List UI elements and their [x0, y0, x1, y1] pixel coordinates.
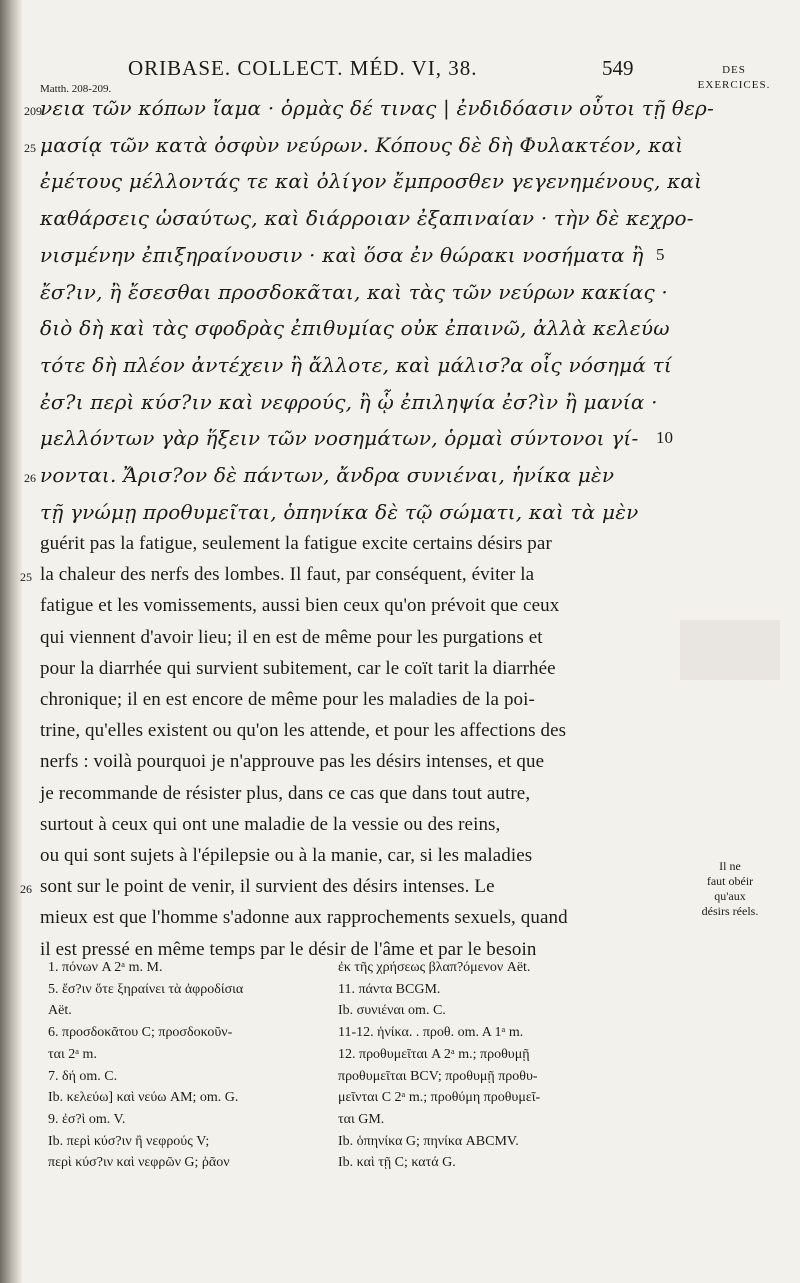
- footnote-left: περὶ κύσ?ιν καὶ νεφρῶν G; ῥᾶον: [48, 1155, 230, 1171]
- greek-left-line-number: 25: [24, 140, 36, 155]
- greek-left-line-number: 26: [24, 471, 36, 485]
- side-heading: DES EXERCICES.: [697, 64, 771, 91]
- footnote-left: 5. ἔσ?ιν ὅτε ξηραίνει τὰ ἀφροδίσια: [48, 981, 244, 997]
- footnote-left: 9. ἐσ?ὶ om. V.: [48, 1111, 126, 1127]
- french-left-line-number: 26: [20, 882, 32, 897]
- footnote-right: Ib. ὁπηνίκα G; πηνίκα ABCMV.: [338, 1133, 519, 1149]
- margin-note-line: faut obéir: [706, 874, 754, 888]
- margin-note-line: qu'aux: [714, 889, 746, 903]
- greek-line: νισμένην ἐπιξηραίνουσιν · καὶ ὅσα ἐν θώρακι νοσήματα ἢ: [40, 242, 644, 267]
- footnote-left: Ib. περὶ κύσ?ιν ἢ νεφρούς V;: [48, 1133, 210, 1149]
- greek-line: νονται. Ἄρισ?ον δὲ πάντων, ἄνδρα συνιέναι, ἡνίκα μὲν: [40, 463, 615, 487]
- greek-right-line-number: 10: [656, 428, 673, 448]
- french-line: chronique; il en est encore de même pour les maladies de la poi-: [40, 689, 535, 710]
- margin-note-line: Il ne: [719, 859, 741, 873]
- french-left-line-number: 25: [20, 570, 32, 585]
- greek-line: διὸ δὴ καὶ τὰς σφοδρὰς ἐπιθυμίας οὐκ ἐπαινῶ, ἀλλὰ κελεύω: [40, 316, 670, 341]
- binding-gutter: [0, 0, 22, 1283]
- footnote-right: ἐκ τῆς χρήσεως βλαπ?όμενον Aët.: [338, 960, 531, 975]
- french-line: nerfs : voilà pourquoi je n'approuve pas les désirs intenses, et que: [40, 751, 545, 773]
- greek-line: ἔσ?ιν, ἢ ἔσεσθαι προσδοκᾶται, καὶ τὰς τῶν νεύρων κακίας ·: [40, 279, 668, 304]
- margin-note: [680, 859, 780, 919]
- footnote-right: προθυμεῖται BCV; προθυμῇ προθυ-: [338, 1068, 538, 1084]
- french-line: il est pressé en même temps par le désir de l'âme et par le besoin: [40, 938, 537, 960]
- page-number: 549: [602, 56, 634, 80]
- footnote-left: ται 2ᵃ m.: [48, 1046, 97, 1062]
- footnote-right: 12. προθυμεῖται A 2ᵃ m.; προθυμῇ: [338, 1046, 530, 1062]
- greek-line: καθάρσεις ὡσαύτως, καὶ διάρροιαν ἐξαπιναίαν · τὴν δὲ κεχρο-: [40, 206, 694, 231]
- french-line: qui viennent d'avoir lieu; il en est de même pour les purgations et: [40, 626, 543, 648]
- french-line: je recommande de résister plus, dans ce cas que dans tout autre,: [40, 782, 531, 804]
- french-line: mieux est que l'homme s'adonne aux rapprochements sexuels, quand: [40, 907, 568, 929]
- greek-line: μελλόντων γὰρ ἥξειν τῶν νοσημάτων, ὁρμαὶ σύντονοι γί-: [40, 426, 639, 451]
- greek-line: ἐμέτους μέλλοντάς τε καὶ ὀλίγον ἔμπροσθεν γεγενημένους, καὶ: [40, 169, 703, 194]
- footnote-left: Ib. κελεύω] καὶ νεύω AM; om. G.: [48, 1090, 239, 1106]
- footnote-right: ται GM.: [338, 1111, 385, 1127]
- greek-line: τότε δὴ πλέον ἀντέχειν ἢ ἄλλοτε, καὶ μάλισ?α οἷς νόσημά τί: [40, 352, 672, 377]
- footnote-left: 6. προσδοκᾶτου C; προσδοκοῦν-: [48, 1025, 233, 1041]
- french-line: pour la diarrhée qui survient subitement, car le coït tarit la diarrhée: [40, 657, 556, 679]
- footnote-right: μεῖνται C 2ᵃ m.; προθύμη προθυμεῖ-: [338, 1090, 541, 1106]
- footnote-left: Aët.: [48, 1003, 72, 1019]
- greek-line: ἐσ?ι περὶ κύσ?ιν καὶ νεφρούς, ἢ ᾧ ἐπιληψία ἐσ?ὶν ἢ μανία ·: [40, 389, 658, 414]
- french-line: surtout à ceux qui ont une maladie de la vessie ou des reins,: [40, 813, 501, 835]
- footnote-right: Ib. καὶ τῇ C; κατά G.: [338, 1155, 456, 1171]
- french-line: ou qui sont sujets à l'épilepsie ou à la manie, car, si les maladies: [40, 845, 533, 866]
- matth-reference: Matth. 208-209.: [40, 83, 112, 95]
- margin-note-line: désirs réels.: [701, 904, 759, 918]
- french-line: fatigue et les vomissements, aussi bien ceux qu'on prévoit que ceux: [40, 595, 560, 617]
- footnote-right: Ib. συνιέναι om. C.: [338, 1003, 446, 1019]
- footnote-left: 1. πόνων A 2ᵃ m. M.: [48, 960, 163, 975]
- footnote-right: 11. πάντα BCGM.: [338, 981, 441, 997]
- greek-line: νεια τῶν κόπων ἴαμα · ὁρμὰς δέ τινας | ἐνδιδόασιν οὗτοι τῇ θερ-: [40, 96, 714, 120]
- french-line: la chaleur des nerfs des lombes. Il faut, par conséquent, éviter la: [40, 564, 535, 586]
- french-line: sont sur le point de venir, il survient des désirs intenses. Le: [40, 876, 495, 898]
- running-head: ORIBASE. COLLECT. MÉD. VI, 38.: [128, 56, 478, 80]
- french-line: trine, qu'elles existent ou qu'on les attende, et pour les affections des: [40, 720, 567, 742]
- footnote-left: 7. δή om. C.: [48, 1068, 118, 1084]
- greek-left-line-number: 209: [24, 104, 42, 118]
- footnote-right: 11-12. ἡνίκα. . προθ. om. A 1ᵃ m.: [338, 1025, 524, 1041]
- french-line: guérit pas la fatigue, seulement la fatigue excite certains désirs par: [40, 533, 552, 554]
- show-through-mark: [680, 620, 780, 680]
- greek-line: τῇ γνώμῃ προθυμεῖται, ὁπηνίκα δὲ τῷ σώματι, καὶ τὰ μὲν: [40, 499, 639, 524]
- greek-right-line-number: 5: [656, 244, 665, 264]
- greek-line: μασίᾳ τῶν κατὰ ὀσφὺν νεύρων. Κόπους δὲ δὴ Φυλακτέον, καὶ: [40, 132, 684, 157]
